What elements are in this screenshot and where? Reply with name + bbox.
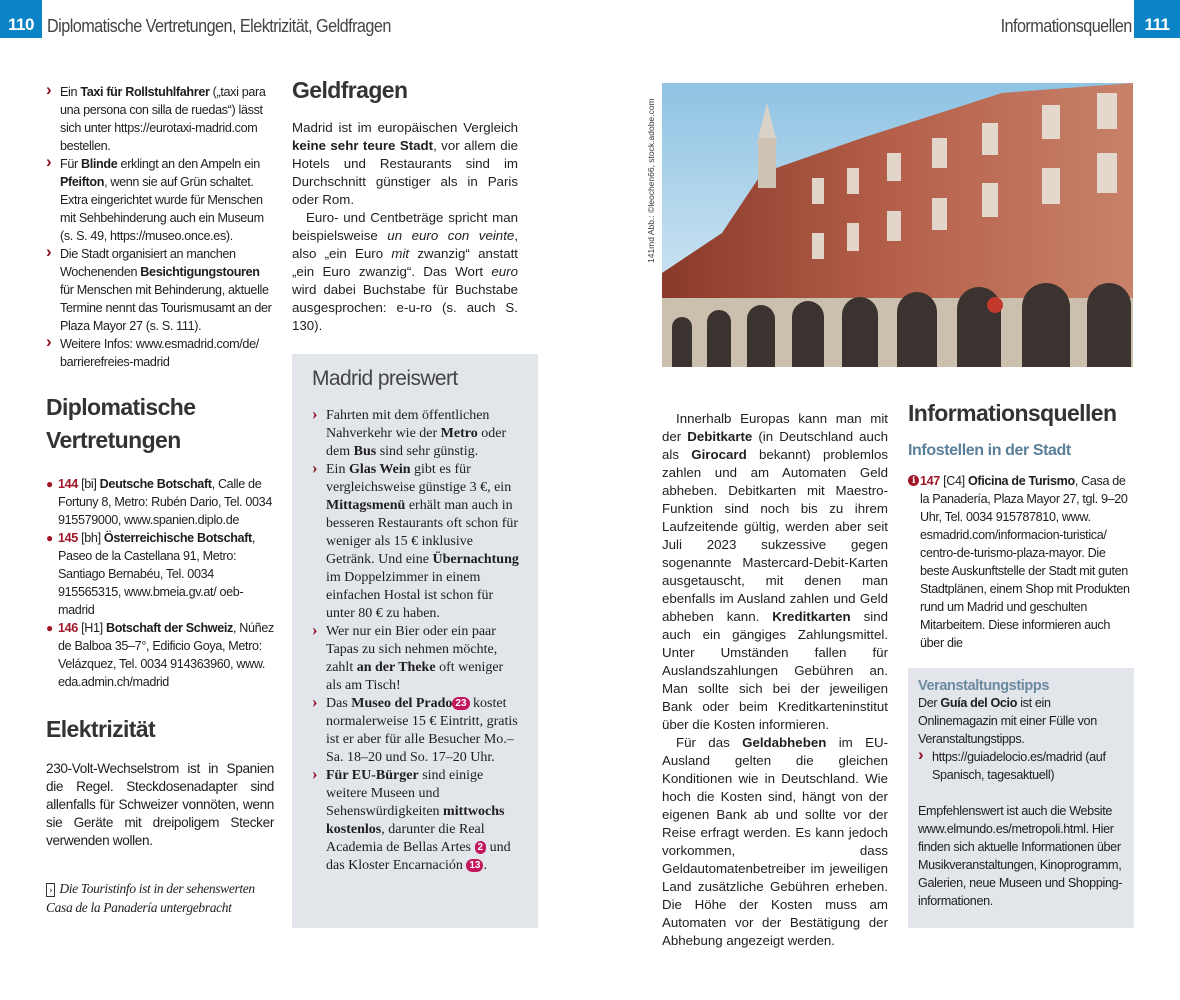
text-run: Wer nur ein Bier oder ein paar Tapas zu sich nehmen möchte, zahlt [326, 624, 498, 675]
text-run: mittwochs kostenlos [326, 804, 505, 837]
location-dot-icon: ● [46, 621, 53, 635]
subheading-infostellen: Infostellen in der Stadt [908, 442, 1071, 459]
text-run: Österreichische Botschaft [103, 531, 252, 545]
text-run: [C4] [939, 474, 968, 488]
tip-item [312, 695, 520, 767]
tip-box-madrid-cheap [292, 354, 538, 928]
text-run: , Paseo de la Castellana 91, Metro: Santiago Bernabéu, Tel. 0034 915565315, www.bmeia.gv.at/ oeb-madrid [58, 531, 256, 617]
text-run: für Menschen mit Behinderung, aktuelle Termine nennt das Tourismusamt an der Plaza Mayor 27 (s. S. 111). [60, 283, 272, 333]
column-3-money-text [662, 410, 888, 950]
tip-item [312, 767, 520, 875]
text-run: Für das [676, 735, 743, 750]
paragraph [292, 209, 518, 335]
text-run: erhält man auch in besseren Restaurants oft schon für weniger als 15 € inklusive Getränk. Und eine [326, 498, 519, 567]
text-run: Weitere Infos: www.esmadrid.com/de/ barrierefreies-madrid [60, 337, 259, 369]
text-run: Blinde [81, 157, 118, 171]
events-box-intro [918, 694, 1124, 748]
text-run: Für [60, 157, 81, 171]
heading-information: Informationsquellen [908, 400, 1117, 426]
sight-number-badge: 23 [452, 697, 469, 710]
location-number: 145 [58, 531, 78, 545]
text-run: Die Stadt organisiert an manchen Wochenenden [60, 247, 236, 279]
text-run: im Doppelzimmer in einem einfachen Hostal ist schon für unter 80 € zu haben. [326, 570, 494, 621]
text-run: , Casa de la Panadería, Plaza Mayor 27, tgl. 9–20 Uhr, Tel. 0034 915787810, www. esmadrid.com/informacion-turistica/ centro-de-turismo-plaza-mayor. Die beste Auskunftstelle der Stadt mit guten Stadtplänen, einem Shop mit Produkten rund um Madrid und geschulten Mitarbeitem. Diese informieren auch über die [920, 474, 1130, 650]
text-run: Fahrten mit dem öffentlichen Nahverkehr wie der [326, 408, 490, 441]
text-run: sind auch ein gängiges Zahlungsmittel. Unter Umständen fallen für Auslandszahlungen Gebühren an. Man sollte sich bei der jeweiligen Bank oder beim Kreditkarteninstitut über die Kosten informieren. [662, 609, 888, 732]
paragraph [662, 734, 888, 950]
tip-item [312, 461, 520, 623]
text-run: , Núñez de Balboa 35–7°, Edificio Goya, Metro: Velázquez, Tel. 0034 914363960, www. eda.admin.ch/madrid [58, 621, 274, 689]
location-number: 144 [58, 477, 78, 491]
sight-number-badge: 13 [466, 859, 483, 872]
list-item [46, 335, 274, 371]
text-run: (in Deutschland auch als [662, 429, 888, 462]
text-run: Metro [440, 426, 478, 441]
text-run: Madrid ist im europäischen Vergleich [292, 120, 518, 135]
photo-casa-de-la-panaderia [662, 83, 1133, 367]
text-run: Girocard [691, 447, 747, 462]
tip-item [312, 623, 520, 695]
text-run: Das [326, 696, 352, 711]
text-run: Euro- und Centbeträge spricht man beispielsweise [292, 210, 518, 243]
text-run: , wenn sie auf Grün schaltet. Extra eingerichtet wurde für Menschen mit Sehbehinderung auch ein Museum (s. S. 49, https://museo.once.es). [60, 175, 264, 243]
text-run: Deutsche Botschaft [99, 477, 212, 491]
text-run: [H1] [77, 621, 106, 635]
embassy-list [46, 475, 274, 691]
list-item [46, 83, 274, 155]
list-item [46, 155, 274, 245]
photo-credit: 141md Abb.: ©leochen66, stock.adobe.com [646, 98, 656, 263]
text-run: , vor allem die Hotels und Restaurants sind im Durchschnitt günstiger als in Paris oder Rom. [292, 138, 518, 207]
text-run: Besichtigungstouren [140, 265, 260, 279]
text-run: sind sehr günstig. [376, 444, 479, 459]
tip-item [312, 407, 520, 461]
text-run: oft weniger als am Tisch! [326, 660, 504, 693]
list-item [46, 245, 274, 335]
events-box-links [918, 748, 1124, 784]
text-run: sind einige weitere Museen und Sehenswürdigkeiten [326, 768, 484, 819]
heading-diplomatic: Diplomatische Vertretungen [46, 394, 196, 453]
column-1 [46, 83, 274, 917]
tip-box-events [908, 668, 1134, 928]
embassy-entry [46, 475, 274, 529]
paragraph [662, 410, 888, 734]
text-run: bekannt) problemlos zahlen und am Automaten Geld abheben. Debitkarten mit Maestro-Funktion sind noch bis zu ihrem Laufzeitende gültig, werden aber seit Juli 2023 sukzessive gegen sogenannte Mastercard-Debit-Karten ausgetauscht, mit denen man ebenfalls im Ausland zahlen und Geld abheben kann. [662, 447, 888, 624]
text-run: Taxi für Rollstuhlfahrer [80, 85, 210, 99]
embassy-entry [46, 529, 274, 619]
accessibility-list [46, 83, 274, 371]
text-run: Innerhalb Europas kann man mit der [662, 411, 888, 444]
text-run: [bh] [77, 531, 104, 545]
text-run: Botschaft der Schweiz [105, 621, 233, 635]
sight-number-badge: 2 [475, 841, 487, 854]
caption-text: Die Touristinfo ist in der sehenswerten Casa de la Panadería untergebracht [46, 881, 255, 915]
text-run: . [483, 858, 487, 873]
money-text [292, 119, 518, 335]
location-dot-icon: ● [46, 531, 53, 545]
arrow-icon: › [46, 883, 55, 897]
guiadelocio-link[interactable]: › https://guiadelocio.es/madrid (auf Spanisch, tagesaktuell) [918, 748, 1124, 784]
text-run: Museo del Prado [351, 696, 453, 711]
text-run: und das Kloster Encarnación [326, 840, 511, 873]
text-run: Ein [60, 85, 81, 99]
tourist-office-entry [908, 472, 1134, 652]
text-run: Übernachtung [432, 552, 519, 567]
text-run: Debitkarte [687, 429, 753, 444]
text-run: un euro con veinte [387, 228, 515, 243]
text-run: ist ein Onlinemagazin mit einer Fülle von Veranstaltungstipps. [918, 696, 1097, 746]
text-run: Für EU-Bürger [326, 768, 419, 783]
text-run: Mittagsmenü [326, 498, 406, 513]
text-run: , darunter die Real Academia de Bellas Artes [326, 822, 485, 855]
events-box-text: Empfehlenswert ist auch die Website www.elmundo.es/metropoli.html. Hier finden sich aktuelle Informationen über Musikveranstaltungen, Kinoprogramm, Galerien, neue Museen und Shopping-informationen. [918, 804, 1123, 908]
text-run: Oficina de Turismo [967, 474, 1075, 488]
text-run: Kreditkarten [772, 609, 851, 624]
location-number: 146 [58, 621, 78, 635]
running-head-left: Diplomatische Vertretungen, Elektrizität, Geldfragen [47, 16, 391, 36]
text-run: mit [391, 246, 410, 261]
running-head-right: Informationsquellen [1000, 16, 1132, 36]
text-run: erklingt an den Ampeln ein [117, 157, 260, 171]
text-run: Glas Wein [348, 462, 411, 477]
text-run: Ein [326, 462, 349, 477]
text-run: , also „ein Euro [292, 228, 518, 261]
text-run: an der Theke [356, 660, 436, 675]
text-run: Geldabheben [742, 735, 827, 750]
embassy-entry [46, 619, 274, 691]
text-run: („taxi para una persona con silla de ruedas“) lässt sich unter https://eurotaxi-madrid.com bestellen. [60, 85, 266, 153]
text-run: , Calle de Fortuny 8, Metro: Rubén Dario, Tel. 0034 915579000, www.spanien.diplo.de [58, 477, 272, 527]
tip-box-list [312, 407, 520, 875]
text-run: Guía del Ocio [940, 696, 1018, 710]
text-run: Pfeifton [60, 175, 105, 189]
text-run: keine sehr teure Stadt [292, 138, 434, 153]
text-run: kostet normalerweise 15 € Eintritt, gratis ist er aber für alle Besucher Mo.–Sa. 18–20 und So. 17–20 Uhr. [326, 696, 518, 765]
events-box-title: Veranstaltungstipps [918, 678, 1049, 694]
text-run: im EU-Ausland gelten die gleichen Konditionen wie in Deutschland. Wie hoch die Kosten sind, hängt von der eigenen Bank ab und sollte vor der Reise erfragt werden. Es kann jedoch vorkommen, dass Geldautomatenbetreiber im jeweiligen Land zusätzliche Gebühren erheben. Die Höhe der Kosten muss am Automaten vor der Bestätigung der Abhebung angezeigt werden. [662, 735, 888, 948]
paragraph [292, 119, 518, 209]
text-run: zwanzig“ anstatt „ein Euro zwanzig“. Das Wort [292, 246, 518, 279]
column-4 [908, 397, 1134, 652]
text-run: gibt es für vergleichsweise günstige 3 €, ein [326, 462, 512, 495]
text-run: euro [491, 264, 518, 279]
location-dot-icon: ● [46, 477, 53, 491]
text-run: [bi] [77, 477, 100, 491]
text-run: Der [918, 696, 941, 710]
page-number-left: 110 [0, 0, 42, 38]
column-2 [292, 74, 518, 335]
heading-electricity: Elektrizität [46, 716, 156, 742]
electricity-text: 230-Volt-Wechselstrom ist in Spanien die Regel. Steckdosenadapter sind allenfalls für Schweizer vonnöten, wenn sie Geräte mit dreipoligem Stecker verwenden wollen. [46, 761, 274, 848]
tip-box-title: Madrid preiswert [312, 367, 458, 390]
text-run: wird dabei Buchstabe für Buchstabe ausgesprochen: e-u-ro (s. auch S. 130). [292, 282, 518, 333]
photo-caption [46, 880, 274, 917]
text-run: Bus [353, 444, 377, 459]
info-icon: ℹ [908, 475, 919, 486]
location-number: 147 [920, 474, 940, 488]
page-number-right: 111 [1134, 0, 1180, 38]
heading-money: Geldfragen [292, 77, 408, 103]
text-run: oder dem [326, 426, 507, 459]
